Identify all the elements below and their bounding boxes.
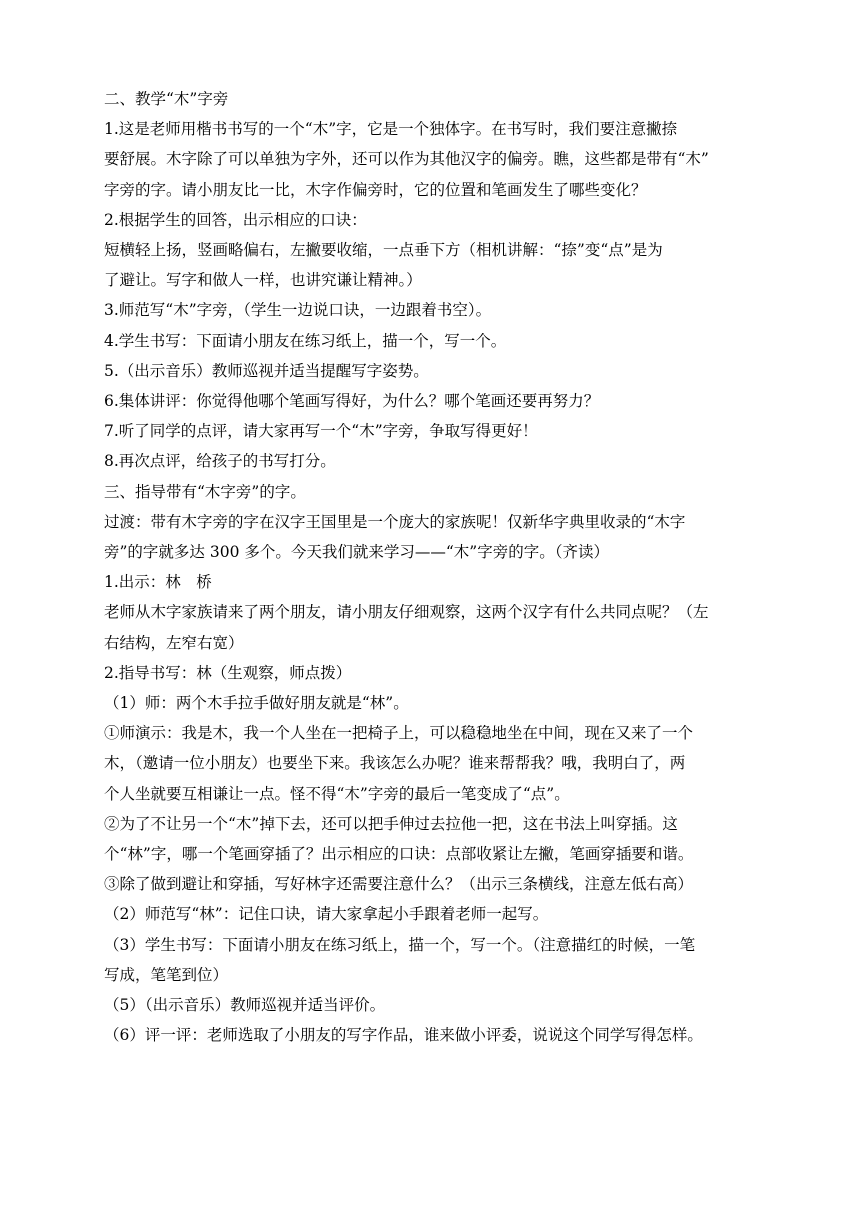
paragraph-line: 老师从木字家族请来了两个朋友，请小朋友仔细观察，这两个汉字有什么共同点呢？（左 bbox=[104, 603, 709, 622]
paragraph-line: 字旁的字。请小朋友比一比，木字作偏旁时，它的位置和笔画发生了哪些变化？ bbox=[104, 180, 647, 199]
paragraph-line: 个人坐就要互相谦让一点。怪不得“木”字旁的最后一笔变成了“点”。 bbox=[104, 784, 570, 803]
paragraph-line: 要舒展。木字除了可以单独为字外，还可以作为其他汉字的偏旁。瞧，这些都是带有“木” bbox=[104, 150, 709, 169]
paragraph-line: 短横轻上扬，竖画略偏右，左撇要收缩，一点垂下方（相机讲解：“捺”变“点”是为 bbox=[104, 241, 663, 260]
paragraph-line: 1.这是老师用楷书书写的一个“木”字，它是一个独体字。在书写时，我们要注意撇捺 bbox=[104, 120, 678, 139]
paragraph-line: 个“林”字，哪一个笔画穿插了？出示相应的口诀：点部收紧让左撇，笔画穿插要和谐。 bbox=[104, 845, 694, 864]
paragraph-line: 8.再次点评，给孩子的书写打分。 bbox=[104, 452, 336, 471]
paragraph-line: 2.根据学生的回答，出示相应的口诀： bbox=[104, 210, 367, 229]
paragraph-line: 右结构，左窄右宽） bbox=[104, 633, 244, 652]
paragraph-line: 4.学生书写：下面请小朋友在练习纸上，描一个，写一个。 bbox=[104, 331, 507, 350]
paragraph-line: （5）（出示音乐）教师巡视并适当评价。 bbox=[104, 996, 386, 1015]
paragraph-line: ②为了不让另一个“木”掉下去，还可以把手伸过去拉他一把，这在书法上叫穿插。这 bbox=[104, 814, 678, 833]
paragraph-line: ③除了做到避让和穿插，写好林字还需要注意什么？（出示三条横线，注意左低右高） bbox=[104, 875, 694, 894]
paragraph-line: 旁”的字就多达 300 多个。今天我们就来学习——“木”字旁的字。（齐读） bbox=[104, 543, 609, 562]
paragraph-line: （2）师范写“林”：记住口诀，请大家拿起小手跟着老师一起写。 bbox=[104, 905, 549, 924]
paragraph-line: （6）评一评：老师选取了小朋友的写字作品，谁来做小评委，说说这个同学写得怎样。 bbox=[104, 1026, 703, 1045]
paragraph-line: （1）师：两个木手拉手做好朋友就是“林”。 bbox=[104, 694, 409, 713]
paragraph-line: 3.师范写“木”字旁，（学生一边说口诀，一边跟着书空）。 bbox=[104, 301, 492, 320]
paragraph-line: 6.集体讲评：你觉得他哪个笔画写得好，为什么？哪个笔画还要再努力？ bbox=[104, 392, 600, 411]
paragraph-line: ①师演示：我是木，我一个人坐在一把椅子上，可以稳稳地坐在中间，现在又来了一个 bbox=[104, 724, 694, 743]
paragraph-line: 过渡：带有木字旁的字在汉字王国里是一个庞大的家族呢！仅新华字典里收录的“木字 bbox=[104, 512, 686, 531]
paragraph-line: 5.（出示音乐）教师巡视并适当提醒写字姿势。 bbox=[104, 361, 429, 380]
paragraph-line: 了避让。写字和做人一样，也讲究谦让精神。） bbox=[104, 271, 422, 290]
heading-section-3: 三、指导带有“木字旁”的字。 bbox=[104, 482, 306, 501]
paragraph-line: 1.出示：林 桥 bbox=[104, 573, 212, 592]
paragraph-line: 2.指导书写：林（生观察，师点拨） bbox=[104, 663, 352, 682]
paragraph-line: 木，（邀请一位小朋友）也要坐下来。我该怎么办呢？谁来帮帮我？哦，我明白了，两 bbox=[104, 754, 686, 773]
paragraph-line: （3）学生书写：下面请小朋友在练习纸上，描一个，写一个。（注意描红的时候，一笔 bbox=[104, 935, 696, 954]
paragraph-line: 写成，笔笔到位） bbox=[104, 965, 229, 984]
heading-section-2: 二、教学“木”字旁 bbox=[104, 90, 229, 108]
paragraph-line: 7.听了同学的点评，请大家再写一个“木”字旁，争取写得更好！ bbox=[104, 422, 538, 441]
